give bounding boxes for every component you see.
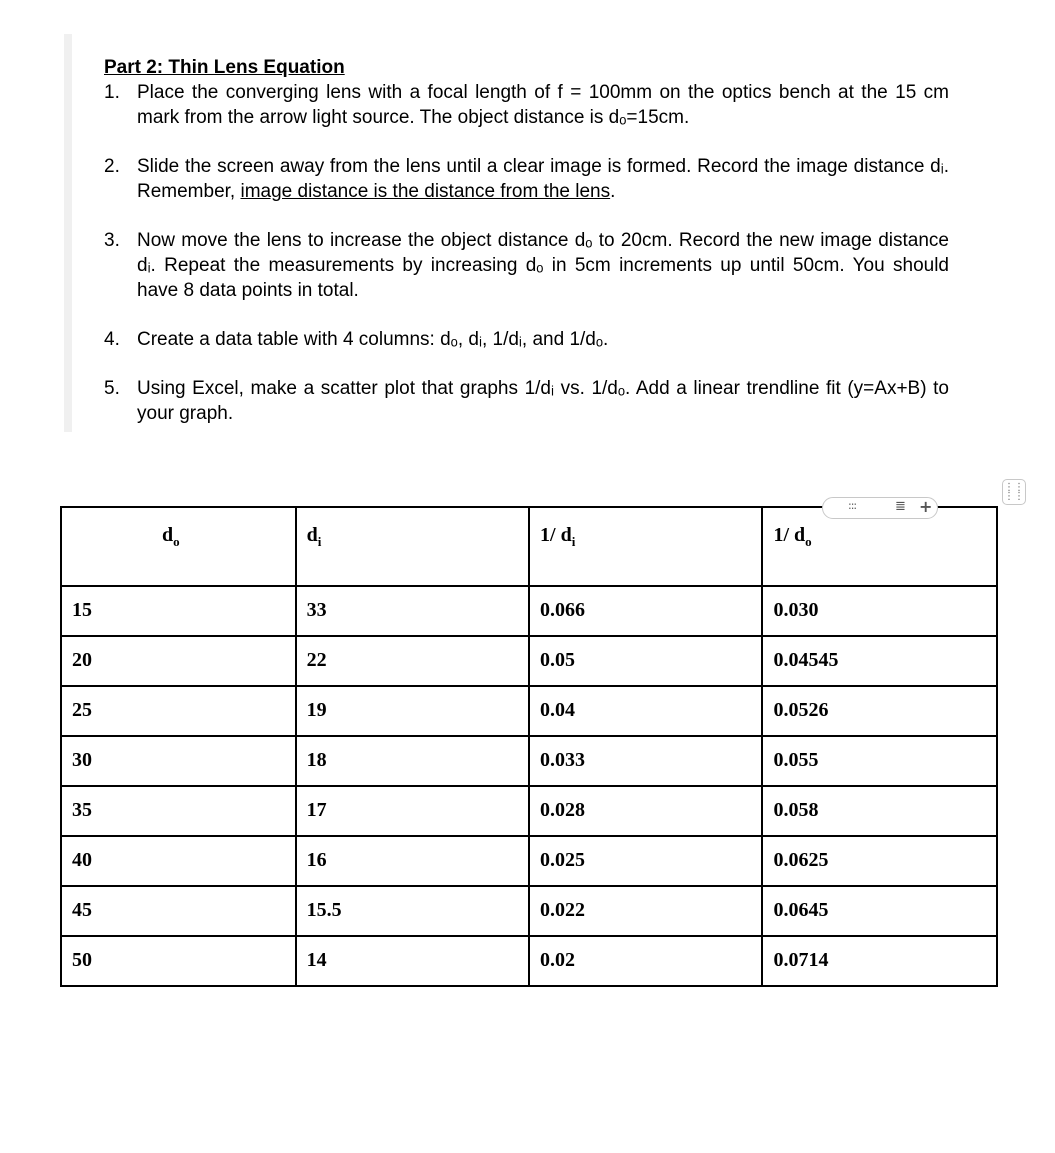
cell-do: 20 xyxy=(61,636,296,686)
step-number: 3. xyxy=(104,230,120,251)
step-5 xyxy=(104,376,949,426)
step-1 xyxy=(104,80,949,130)
table-row xyxy=(61,836,997,886)
data-table xyxy=(60,506,998,987)
step-text-end: . xyxy=(610,181,616,202)
header-cell-do: $d_o$ xyxy=(61,507,296,586)
cell-di: 15.5 xyxy=(296,886,529,936)
table-row xyxy=(61,586,997,636)
cell-inv-do: 0.0526 xyxy=(762,686,997,736)
table-move-handle[interactable] xyxy=(1002,479,1026,505)
cell-inv-do: 0.0625 xyxy=(762,836,997,886)
steps-list xyxy=(104,80,949,426)
cell-di: 16 xyxy=(296,836,529,886)
filter-icon[interactable]: ≣ xyxy=(895,499,906,514)
cell-do: 45 xyxy=(61,886,296,936)
step-text: Slide the screen away from the lens until a clear image is formed. Record the image distance dᵢ. Remember, xyxy=(137,156,949,202)
step-number: 4. xyxy=(104,329,120,350)
margin-bar xyxy=(64,34,72,432)
cell-inv-do: 0.058 xyxy=(762,786,997,836)
header-cell-inv-do: 1/ $d_o$ xyxy=(762,507,997,586)
cell-do: 40 xyxy=(61,836,296,886)
cell-inv-do: 0.04545 xyxy=(762,636,997,686)
cell-inv-di: 0.02 xyxy=(529,936,762,986)
step-underlined-text: image distance is the distance from the lens xyxy=(240,181,611,202)
cell-do: 15 xyxy=(61,586,296,636)
part-title: Part 2: Thin Lens Equation xyxy=(104,57,345,78)
step-number: 5. xyxy=(104,378,120,399)
cell-di: 33 xyxy=(296,586,529,636)
cell-inv-di: 0.04 xyxy=(529,686,762,736)
step-text: Create a data table with 4 columns: dₒ, dᵢ, 1/dᵢ, and 1/dₒ. xyxy=(137,329,609,350)
cell-do: 35 xyxy=(61,786,296,836)
cell-di: 17 xyxy=(296,786,529,836)
cell-inv-di: 0.033 xyxy=(529,736,762,786)
cell-inv-do: 0.055 xyxy=(762,736,997,786)
table-row xyxy=(61,686,997,736)
step-text: Place the converging lens with a focal length of f = 100mm on the optics bench at the 15 cm mark from the arrow light source. The object distance is dₒ=15cm. xyxy=(137,82,949,128)
cell-inv-di: 0.028 xyxy=(529,786,762,836)
cell-do: 50 xyxy=(61,936,296,986)
header-cell-inv-di: 1/ $d_i$ xyxy=(529,507,762,586)
step-text: Using Excel, make a scatter plot that graphs 1/dᵢ vs. 1/dₒ. Add a linear trendline fit (y=Ax+B) to your graph. xyxy=(137,378,949,424)
cell-inv-di: 0.066 xyxy=(529,586,762,636)
step-number: 2. xyxy=(104,156,120,177)
cell-di: 18 xyxy=(296,736,529,786)
instructions-section xyxy=(104,56,949,450)
table-row xyxy=(61,736,997,786)
cell-do: 30 xyxy=(61,736,296,786)
step-2 xyxy=(104,154,949,204)
table-row xyxy=(61,786,997,836)
cell-inv-do: 0.030 xyxy=(762,586,997,636)
cell-inv-di: 0.025 xyxy=(529,836,762,886)
cell-di: 19 xyxy=(296,686,529,736)
grip-icon[interactable]: ::: xyxy=(848,499,857,512)
cell-di: 14 xyxy=(296,936,529,986)
step-text: Now move the lens to increase the object distance dₒ to 20cm. Record the new image distance dᵢ. Repeat the measurements by increasing dₒ in 5cm increments up until 50cm. You should have 8 data points in total. xyxy=(137,230,949,301)
table-body xyxy=(61,586,997,986)
table-row xyxy=(61,886,997,936)
cell-di: 22 xyxy=(296,636,529,686)
table-toolbar[interactable] xyxy=(822,497,938,519)
step-4 xyxy=(104,327,949,352)
cell-inv-do: 0.0645 xyxy=(762,886,997,936)
step-3 xyxy=(104,228,949,303)
cell-inv-di: 0.05 xyxy=(529,636,762,686)
grip-dots-icon: ⋮⋮ ⋮⋮ xyxy=(1004,482,1024,502)
table-row xyxy=(61,636,997,686)
cell-inv-do: 0.0714 xyxy=(762,936,997,986)
step-number: 1. xyxy=(104,82,120,103)
cell-do: 25 xyxy=(61,686,296,736)
add-column-icon[interactable]: + xyxy=(919,497,933,516)
table-row xyxy=(61,936,997,986)
cell-inv-di: 0.022 xyxy=(529,886,762,936)
header-cell-di: $d_i$ xyxy=(296,507,529,586)
